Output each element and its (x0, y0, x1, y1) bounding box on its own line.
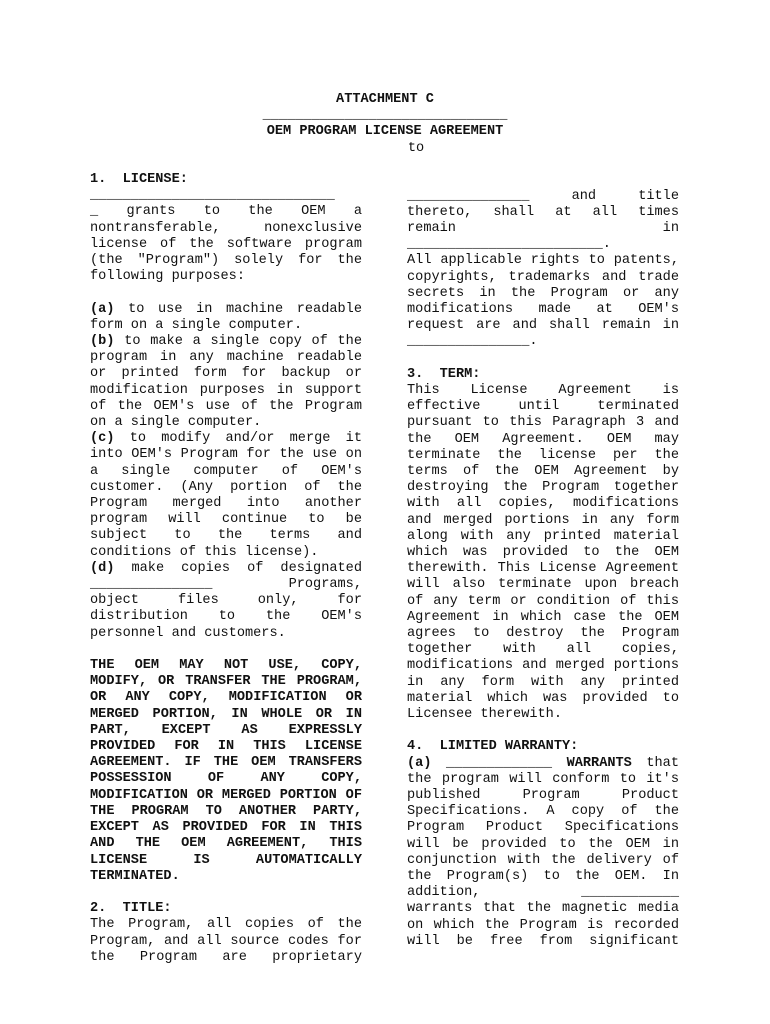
item-d-rest: object files only, for distribution to the OEM's personnel and customers. (90, 593, 362, 641)
item-d-blank: _______________ (90, 577, 213, 593)
document-header (0, 92, 770, 157)
item-a-label: (a) (90, 301, 115, 317)
title-text-left: The Program, all copies of the Program, and all source codes for the Program are proprietary (90, 917, 362, 965)
section-3-heading: 3. TERM: (407, 366, 481, 382)
item-b-text: to make a single copy of the program in any machine readable or printed form for backup or modification purposes in support of the OEM's use of the Program on a single computer. (90, 334, 362, 431)
item-b-label: (b) (90, 334, 115, 350)
spacer (90, 642, 362, 658)
right-column (407, 189, 679, 951)
item-d-programs: Programs, (288, 577, 362, 593)
spacer (407, 351, 679, 367)
license-restriction-block: THE OEM MAY NOT USE, COPY, MODIFY, OR TRANSFER THE PROGRAM, OR ANY COPY, MODIFICATION OR MERGED PORTION, IN WHOLE OR IN PART, EXCEPT AS EXPRESSLY PROVIDED FOR IN THIS LICENSE AGREEMENT. IF THE OEM TRANSFERS POSSESSION OF ANY COPY, MODIFICATION OR MERGED PORTION OF THE PROGRAM TO ANOTHER PARTY, EXCEPT AS PROVIDED FOR IN THIS AND THE OEM AGREEMENT, THIS LICENSE IS AUTOMATICALLY TERMINATED. (90, 658, 362, 884)
title-text-right-2: All applicable rights to patents, copyrights, trademarks and trade secrets in the Program or any modifications made at OEM's request are and shall remain in _______________. (407, 253, 679, 350)
title-text-1: and title thereto, shall at all times remain in (407, 188, 679, 236)
item-d-blank-line (90, 577, 362, 593)
license-item-c (90, 431, 362, 561)
item-d-text: make copies of designated (114, 560, 362, 576)
warranty-a-label: (a) (407, 755, 432, 771)
license-intro-blank: ______________________________ (90, 188, 335, 204)
warranty-a-blank: _____________ (446, 755, 553, 771)
warranty-b-blank: ____________ (581, 885, 679, 901)
term-text: This License Agreement is effective until terminated pursuant to this Paragraph 3 and the OEM Agreement. OEM may terminate the license per the terms of the OEM Agreement by destroying the Program together with all copies, modifications and merged portions in any form along with any printed material which was provided to the OEM therewith. This License Agreement will also terminate upon breach of any term or condition of this Agreement in which case the OEM agrees to destroy the Program together with all copies, modifications and merged portions in any form with any printed material which was provided to Licensee therewith. (407, 382, 679, 722)
title-blank-2-line: ________________________. (407, 237, 611, 253)
left-column (90, 172, 362, 966)
warranty-a-text: that the program will conform to it's published Program Product Specifications. A copy of the Program Product Specifications will be provided to the OEM in conjunction with the delivery of the Program(s) to the OEM. In addition, (407, 755, 679, 901)
title-blank-1: _______________ (407, 188, 530, 204)
license-item-b (90, 334, 362, 431)
license-intro-text: _ grants to the OEM a nontransferable, nonexclusive license of the software program (the "Program") solely for the following purposes: (90, 204, 362, 285)
warranty-b-text: warrants that the magnetic media on which the Program is recorded will be free from significant (407, 901, 679, 949)
spacer (90, 285, 362, 301)
item-c-text: to modify and/or merge it into OEM's Program for the use on a single computer of OEM's customer. (Any portion of the Program merged into another program will continue to be subject to the terms and conditions of this license). (90, 431, 362, 560)
title-blank-2: ________________________ (407, 237, 603, 253)
warrants-word: WARRANTS (566, 755, 632, 771)
title-text-right-1 (407, 189, 679, 238)
to-text: to (407, 140, 425, 156)
item-a-text: to use in machine readable form on a single computer. (90, 301, 362, 333)
title-blank-3: _______________ (407, 334, 530, 350)
title-text-2: All applicable rights to patents, copyrights, trademarks and trade secrets in the Program or any modifications made at OEM's request are and shall remain in (407, 253, 679, 334)
spacer (90, 885, 362, 901)
attachment-title: ATTACHMENT C (336, 92, 434, 107)
item-c-label: (c) (90, 431, 115, 447)
agreement-title: OEM PROGRAM LICENSE AGREEMENT (266, 124, 504, 140)
license-item-a (90, 302, 362, 334)
warranty-a (407, 756, 679, 902)
item-d-label: (d) (90, 560, 115, 576)
license-item-d (90, 561, 362, 577)
licensor-blank: ______________________________ (262, 108, 508, 124)
section-2-heading: 2. TITLE: (90, 901, 172, 917)
to-line (0, 141, 770, 157)
spacer (407, 723, 679, 739)
section-4-heading: 4. LIMITED WARRANTY: (407, 739, 579, 755)
section-1-heading: 1. LICENSE: (90, 172, 188, 187)
